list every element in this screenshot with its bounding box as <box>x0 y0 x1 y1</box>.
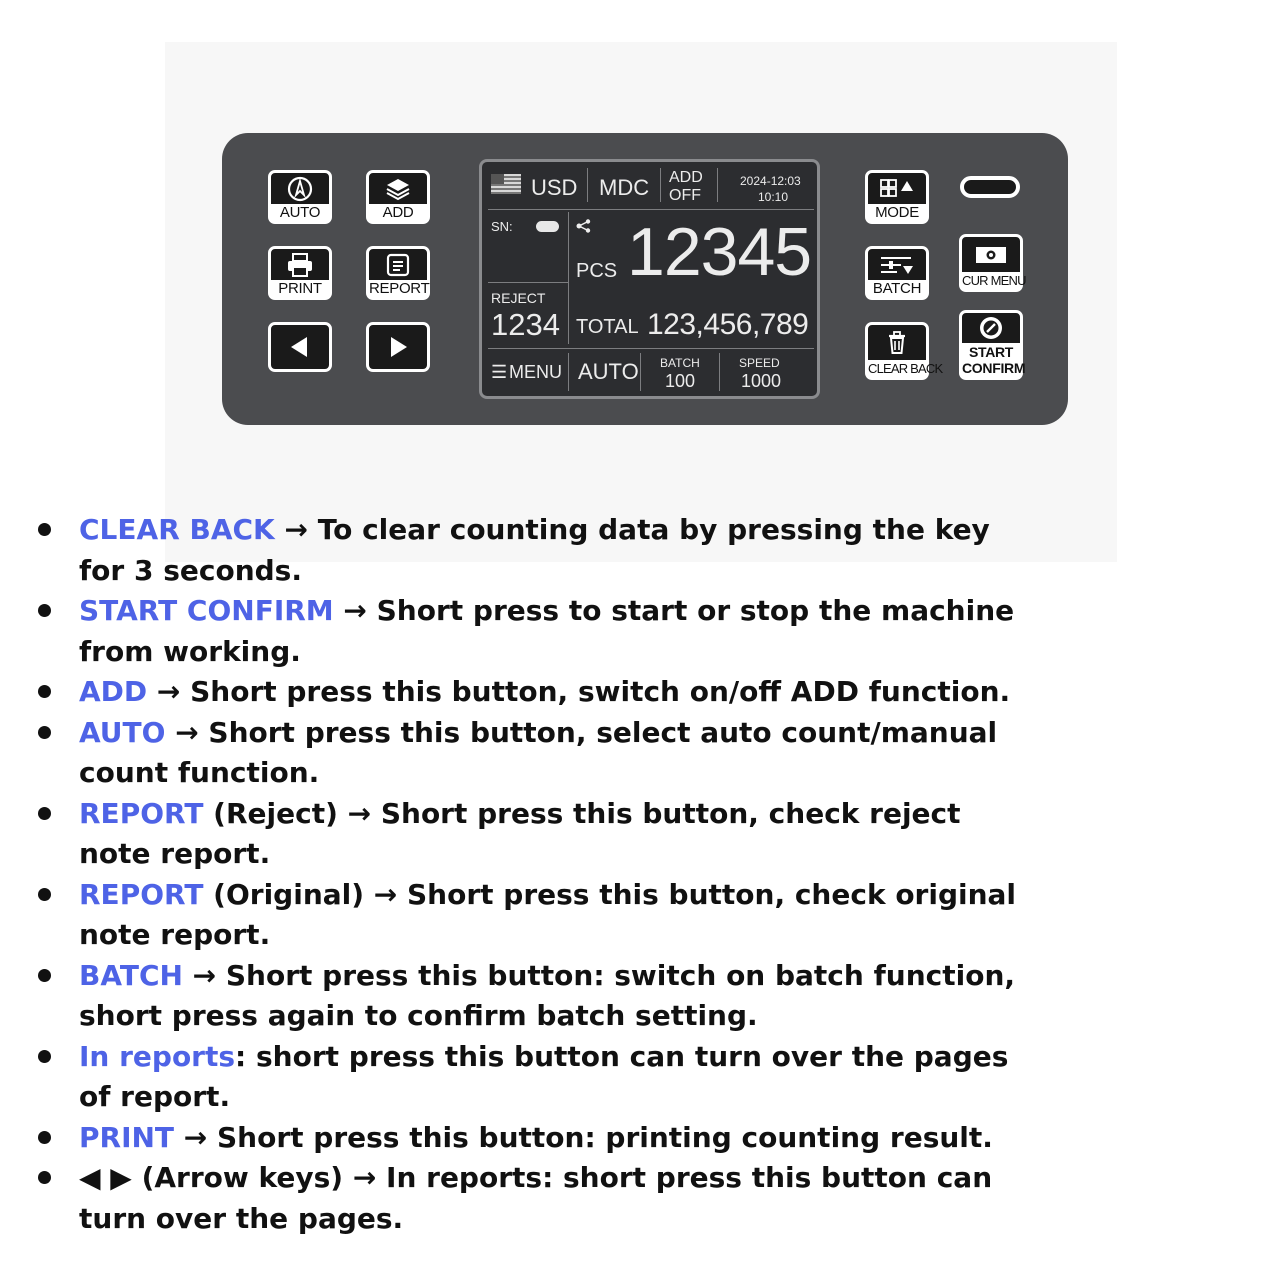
description: → Short press this button: switch on batch function, short press again to confirm batch setting. <box>79 958 1016 1032</box>
reject-count: 1234 <box>491 307 560 342</box>
left-arrow-key[interactable] <box>268 322 332 372</box>
sn-label: SN: <box>491 219 513 234</box>
confirm-label: CONFIRM <box>962 360 1026 376</box>
speed-value: 1000 <box>741 371 782 391</box>
keyword: CLEAR BACK <box>79 513 275 546</box>
description: → Short press this button, select auto count/manual count function. <box>79 715 998 789</box>
bullet <box>38 1171 51 1184</box>
keyword: ADD <box>79 675 148 708</box>
start-confirm-key[interactable] <box>959 310 1026 380</box>
triangle-right-icon <box>369 325 427 369</box>
list-item <box>32 794 1032 875</box>
banknote-icon <box>962 237 1020 272</box>
control-panel <box>222 133 1068 425</box>
bullet <box>38 1131 51 1144</box>
mode-key[interactable] <box>865 170 929 224</box>
report-key[interactable] <box>366 246 430 300</box>
bullet <box>38 604 51 617</box>
list-item <box>32 591 1032 672</box>
description: ◀ ▶ (Arrow keys) → In reports: short press this button can turn over the pages. <box>79 1161 993 1235</box>
auto-key[interactable] <box>268 170 332 224</box>
bullet <box>38 807 51 820</box>
menu-label: MENU <box>509 362 562 382</box>
stack-icon <box>369 173 427 204</box>
compass-icon <box>271 173 329 204</box>
keyword: START CONFIRM <box>79 594 334 627</box>
total-amount: 123,456,789 <box>647 308 809 341</box>
list-item <box>32 1118 1032 1159</box>
add-status-label: ADD <box>669 169 703 186</box>
mode-label: MDC <box>599 175 650 200</box>
report-key-label: REPORT <box>369 280 430 297</box>
mode-grid-icon <box>868 173 926 204</box>
triangle-left-icon <box>271 325 329 369</box>
print-key[interactable] <box>268 246 332 300</box>
speed-label: SPEED <box>739 356 780 370</box>
clear-back-key[interactable] <box>865 322 943 380</box>
currency-label: USD <box>531 175 578 200</box>
batch-key[interactable] <box>865 246 929 300</box>
description: → Short press to start or stop the machine from working. <box>79 594 1015 668</box>
mode-key-label: MODE <box>868 204 926 221</box>
power-cycle-icon <box>962 313 1020 343</box>
auto-key-label: AUTO <box>271 204 329 221</box>
lcd-display <box>479 159 820 399</box>
reject-label: REJECT <box>491 290 546 306</box>
list-item <box>32 956 1032 1037</box>
sn-indicator <box>536 221 559 232</box>
list-item <box>32 1037 1032 1118</box>
us-flag-icon <box>491 174 521 199</box>
keyword: AUTO <box>79 715 166 749</box>
add-key[interactable] <box>366 170 430 224</box>
description: (Reject) → Short press this button, check reject note report. <box>79 796 961 870</box>
pcs-count: 12345 <box>627 214 812 290</box>
count-mode-label: AUTO <box>578 359 639 384</box>
list-item <box>32 1158 1032 1239</box>
printer-icon <box>271 249 329 280</box>
description: : short press this button can turn over the pages of report. <box>79 1039 1009 1113</box>
bullet <box>38 1050 51 1063</box>
button-description-list <box>32 510 1032 1239</box>
menu-icon: ☰ <box>491 362 508 382</box>
list-item <box>32 875 1032 956</box>
cur-menu-key[interactable] <box>959 234 1026 292</box>
right-arrow-key[interactable] <box>366 322 430 372</box>
clear-back-key-label: CLEAR BACK <box>868 361 943 376</box>
indicator-slot <box>960 176 1020 198</box>
list-item <box>32 510 1032 591</box>
share-icon <box>576 219 592 238</box>
bullet <box>38 888 51 901</box>
start-confirm-key-label <box>962 343 1026 377</box>
keyword: REPORT <box>79 796 204 830</box>
trash-icon <box>868 325 926 360</box>
description: (Original) → Short press this button, check original note report. <box>79 877 1017 951</box>
add-key-label: ADD <box>369 204 427 221</box>
list-item <box>32 672 1032 713</box>
bullet <box>38 726 51 739</box>
description: → Short press this button: printing counting result. <box>174 1120 993 1154</box>
description: → Short press this button, switch on/off ADD function. <box>147 675 1011 708</box>
pcs-label: PCS <box>576 260 618 282</box>
batch-key-label: BATCH <box>868 280 926 297</box>
date-label: 2024-12:03 <box>740 174 801 188</box>
batch-label: BATCH <box>660 356 700 370</box>
time-label: 10:10 <box>758 190 789 204</box>
description: → To clear counting data by pressing the key for 3 seconds. <box>79 513 990 587</box>
add-status-value: OFF <box>669 187 701 204</box>
bullet <box>38 969 51 982</box>
batch-sliders-icon <box>868 249 926 280</box>
batch-value: 100 <box>665 371 696 391</box>
keyword: In reports <box>79 1039 236 1073</box>
start-label: START <box>968 344 1014 360</box>
cur-menu-key-label: CUR MENU <box>962 273 1026 288</box>
keyword: PRINT <box>79 1120 175 1154</box>
keyword: REPORT <box>79 877 204 911</box>
list-item <box>32 713 1032 794</box>
report-icon <box>369 249 427 280</box>
bullet <box>38 523 51 536</box>
print-key-label: PRINT <box>271 280 329 297</box>
bullet <box>38 685 51 698</box>
total-label: TOTAL <box>576 316 639 338</box>
keyword: BATCH <box>79 958 183 992</box>
